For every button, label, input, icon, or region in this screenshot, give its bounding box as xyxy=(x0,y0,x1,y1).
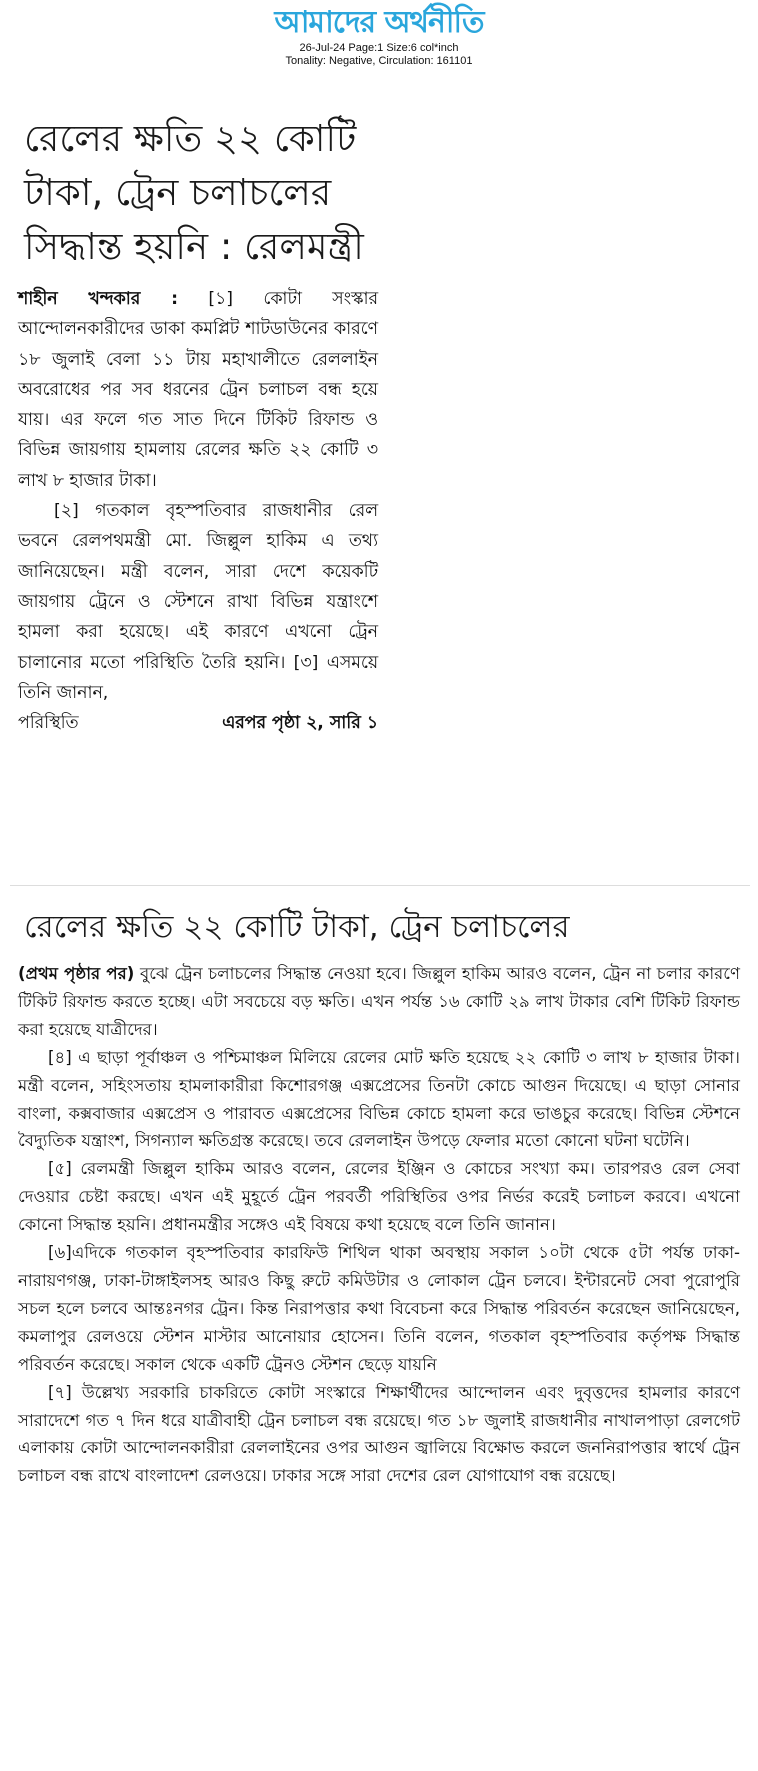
continued-from-label: (প্রথম পৃষ্ঠার পর) xyxy=(18,964,135,983)
jump-headline: রেলের ক্ষতি ২২ কোটি টাকা, ট্রেন চলাচলের xyxy=(24,909,570,945)
continued-paragraph-1-text: বুঝে ট্রেন চলাচলের সিদ্ধান্ত নেওয়া হবে। জিল্লুল হাকিম আরও বলেন, ট্রেন না চলার কারণে টিকিট রিফান্ড করতে হচ্ছে। এটা সবচেয়ে বড় ক্ষতি। এখন পর্যন্ত ১৬ কোটি ২৯ লাখ টাকার বেশি টিকিট রিফান্ড করা হয়েছে যাত্রীদের। xyxy=(18,964,740,1039)
last-word: পরিস্থিতি xyxy=(18,713,79,734)
front-page-article xyxy=(18,112,378,738)
clipping-meta-line2: Tonality: Negative, Circulation: 161101 xyxy=(285,55,473,67)
article-paragraph-2: [২] গতকাল বৃহস্পতিবার রাজধানীর রেল ভবনে রেলপথমন্ত্রী মো. জিল্লুল হাকিম এ তথ্য জানিয়েছেন। মন্ত্রী বলেন, সারা দেশে কয়েকটি জায়গায় ট্রেনে ও স্টেশনে রাখা বিভিন্ন যন্ত্রাংশে হামলা করা হয়েছে। এই কারণে এখনো ট্রেন চালানোর মতো পরিস্থিতি তৈরি হয়নি। [৩] এসময়ে তিনি জানান, xyxy=(18,501,378,703)
article-paragraph-1 xyxy=(18,284,378,496)
byline: শাহীন খন্দকার : xyxy=(18,289,178,309)
article-headline: রেলের ক্ষতি ২২ কোটি টাকা, ট্রেন চলাচলের সিদ্ধান্ত হয়নি : রেলমন্ত্রী xyxy=(24,117,364,268)
newspaper-logo: আমাদের অর্থনীতি xyxy=(274,5,484,40)
continued-paragraph-3: [৫] রেলমন্ত্রী জিল্লুল হাকিম আরও বলেন, রেলের ইঞ্জিন ও কোচের সংখ্যা কম। তারপরও রেল সেবা দেওয়ার চেষ্টা করছে। এখন এই মুহূর্তে ট্রেন পরবর্তী পরিস্থিতির ওপর নির্ভর করেই চলাচল করবে। এখনো কোনো সিদ্ধান্ত হয়নি। প্রধানমন্ত্রীর সঙ্গেও এই বিষয়ে কথা হয়েছে বলে তিনি জানান। xyxy=(18,1159,740,1235)
continued-article xyxy=(18,960,740,1490)
article-body xyxy=(18,284,378,738)
continued-on-label: এরপর পৃষ্ঠা ২, সারি ১ xyxy=(222,713,378,734)
masthead xyxy=(0,4,758,68)
continued-paragraph-2: [৪] এ ছাড়া পূর্বাঞ্চল ও পশ্চিমাঞ্চল মিলিয়ে রেলের মোট ক্ষতি হয়েছে ২২ কোটি ৩ লাখ ৮ হাজার টাকা। মন্ত্রী বলেন, সহিংসতায় হামলাকারীরা কিশোরগঞ্জ এক্সপ্রেসের তিনটা কোচে আগুন দিয়েছে। এ ছাড়া সোনার বাংলা, কক্সবাজার এক্সপ্রেস ও পারাবত এক্সপ্রেসের বিভিন্ন কোচে হামলা করে ভাঙচুর করেছে। বিভিন্ন স্টেশনে বৈদ্যুতিক যন্ত্রাংশ, সিগন্যাল ক্ষতিগ্রস্ত করেছে। তবে রেললাইন উপড়ে ফেলার মতো কোনো ঘটনা ঘটেনি। xyxy=(18,1047,740,1151)
continued-paragraph-5: [৭] উল্লেখ্য সরকারি চাকরিতে কোটা সংস্কারে শিক্ষার্থীদের আন্দোলন এবং দুবৃত্তদের হামলার কারণে সারাদেশে গত ৭ দিন ধরে যাত্রীবাহী ট্রেন চলাচল বন্ধ রয়েছে। গত ১৮ জুলাই রাজধানীর নাখালপাড়া রেলগেট এলাকায় কোটা আন্দোলনকারীরা রেললাইনের ওপর আগুন জ্বালিয়ে বিক্ষোভ করলে জননিরাপত্তার স্বার্থে ট্রেন চলাচল বন্ধ রাখে বাংলাদেশ রেলওয়ে। ঢাকার সঙ্গে সারা দেশের রেল যোগাযোগ বন্ধ রয়েছে। xyxy=(18,1382,740,1486)
continued-paragraph-1 xyxy=(18,960,740,1044)
paragraph-1-text: [১] কোটা সংস্কার আন্দোলনকারীদের ডাকা কমপ্লিট শাটডাউনের কারণে ১৮ জুলাই বেলা ১১ টায় মহাখালীতে রেললাইন অবরোধের পর সব ধরনের ট্রেন চলাচল বন্ধ হয়ে যায়। এর ফলে গত সাত দিনে টিকিট রিফান্ড ও বিভিন্ন জায়গায় হামলায় রেলের ক্ষতি ২২ কোটি ৩ লাখ ৮ হাজার টাকা। xyxy=(18,289,379,491)
clipping-divider xyxy=(10,885,750,886)
continuation-line xyxy=(18,708,378,738)
clipping-meta-line1: 26-Jul-24 Page:1 Size:6 col*inch xyxy=(299,42,459,54)
continued-paragraph-4: [৬]এদিকে গতকাল বৃহস্পতিবার কারফিউ শিথিল থাকা অবস্থায় সকাল ১০টা থেকে ৫টা পর্যন্ত ঢাকা-নারায়ণগঞ্জ, ঢাকা-টাঙ্গাইলসহ আরও কিছু রুটে কমিউটার ও লোকাল ট্রেন চলবে। ইন্টারনেট সেবা পুরোপুরি সচল হলে চলবে আন্তঃনগর ট্রেন। কিন্ত নিরাপত্তার কথা বিবেচনা করে সিদ্ধান্ত পরিবর্তন করেছেন জানিয়েছেন, কমলাপুর রেলওয়ে স্টেশন মাস্টার আনোয়ার হোসেন। তিনি বলেন, গতকাল বৃহস্পতিবার কর্তৃপক্ষ সিদ্ধান্ত পরিবর্তন করেছে। সকাল থেকে একটি ট্রেনও স্টেশন ছেড়ে যায়নি xyxy=(18,1243,740,1374)
